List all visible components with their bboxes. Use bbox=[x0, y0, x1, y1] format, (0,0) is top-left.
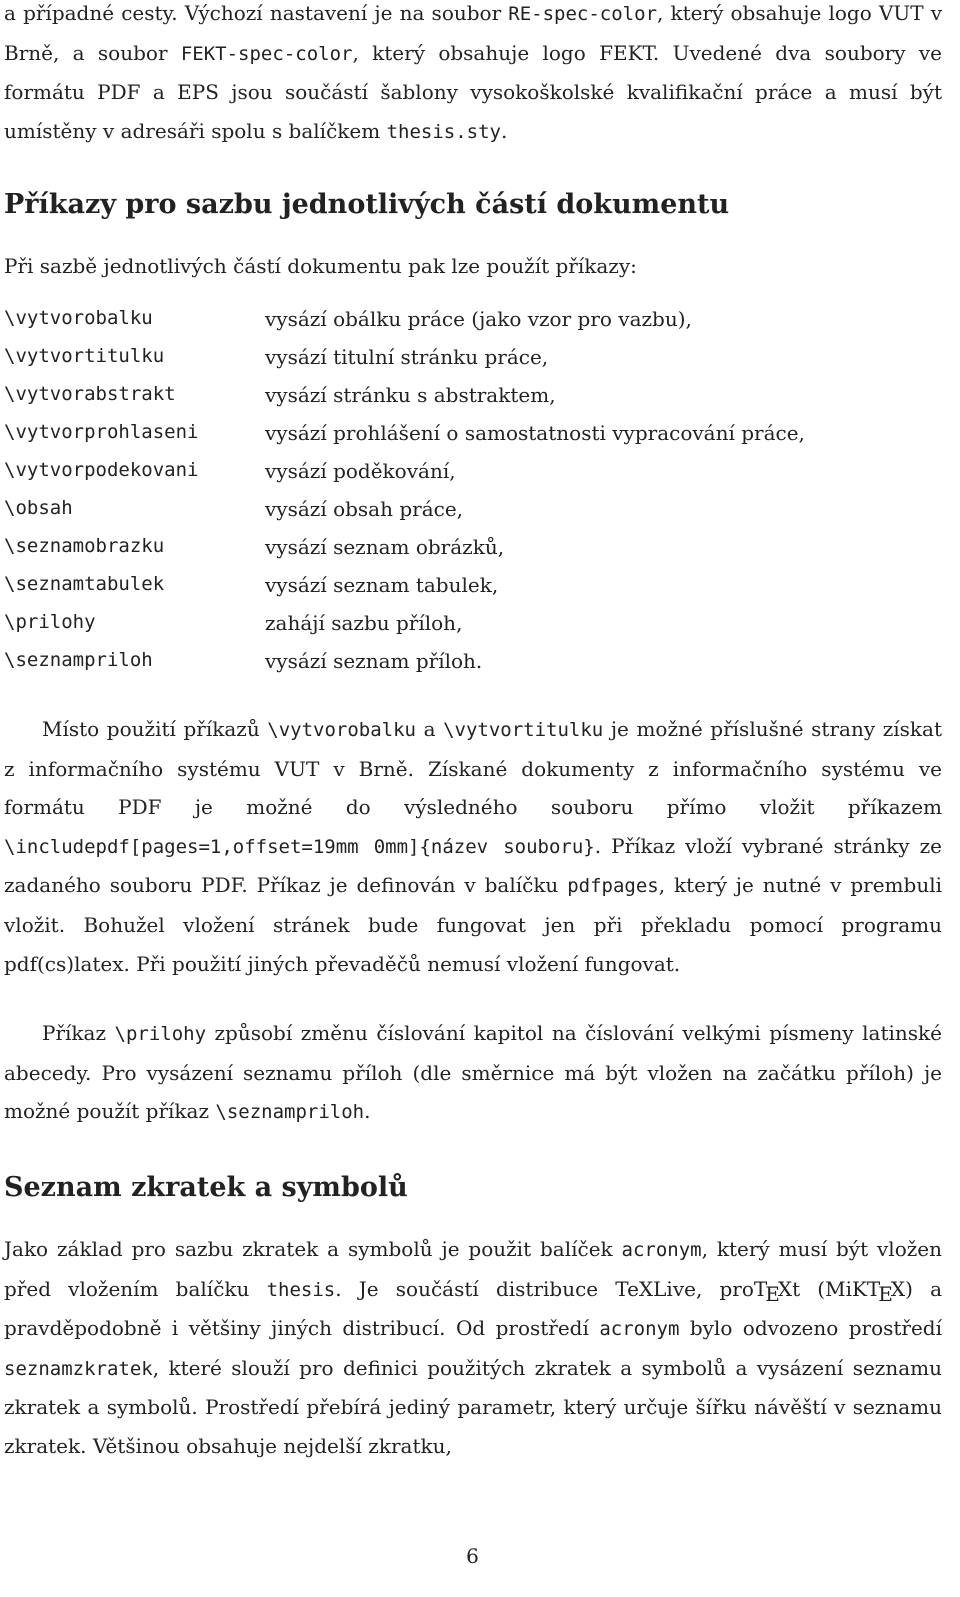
command-row bbox=[4, 383, 944, 421]
command-row bbox=[4, 649, 944, 687]
paragraph-prilohy bbox=[4, 1014, 942, 1132]
command-name: \vytvorabstrakt bbox=[4, 383, 176, 405]
text-run: , který obsahuje logo FEKT. Uvedené dva soubory ve formátu PDF a EPS jsou součástí šablony vysokoškolské kvalifikační práce a musí být umístěny v adresáři spolu s balíčkem bbox=[4, 40, 943, 143]
section-heading-commands: Příkazy pro sazbu jednotlivých částí dokumentu bbox=[4, 189, 730, 220]
command-description: vysází seznam příloh. bbox=[265, 649, 483, 673]
code-pdfpages: pdfpages bbox=[567, 875, 659, 898]
text-run: . Je součástí distribuce TeXLive, proT bbox=[335, 1276, 768, 1301]
code-thesis-sty: thesis.sty bbox=[386, 120, 501, 143]
command-name: \seznamobrazku bbox=[4, 535, 165, 557]
command-description: vysází poděkování, bbox=[265, 459, 456, 483]
command-name: \vytvorpodekovani bbox=[4, 459, 199, 481]
command-description: vysází seznam obrázků, bbox=[265, 535, 505, 559]
code-prilohy: \prilohy bbox=[114, 1023, 207, 1045]
command-name: \seznampriloh bbox=[4, 649, 153, 671]
page-number: 6 bbox=[466, 1544, 479, 1568]
text-run: a bbox=[416, 717, 444, 741]
code-seznamzkratek: seznamzkratek bbox=[4, 1357, 153, 1380]
command-description: vysází prohlášení o samostatnosti vypracování práce, bbox=[265, 421, 805, 445]
command-description: vysází stránku s abstraktem, bbox=[265, 383, 556, 407]
text-run: X) a pravděpodobně i většiny jiných distribucí. Od prostředí bbox=[4, 1276, 942, 1341]
tex-logo-e: E bbox=[878, 1281, 893, 1306]
text-run: Příkaz bbox=[42, 1021, 115, 1045]
text-run: , který je nutné v prembuli vložit. Bohužel vložení stránek bude fungovat jen při překladu pomocí programu pdf(cs)latex. Při použití jiných převaděčů nemusí vložení fungovat. bbox=[4, 873, 942, 976]
command-name: \vytvortitulku bbox=[4, 345, 165, 367]
command-description: vysází seznam tabulek, bbox=[265, 573, 499, 597]
section-heading-abbreviations: Seznam zkratek a symbolů bbox=[4, 1172, 408, 1203]
code-fekt-spec-color: FEKT-spec-color bbox=[180, 42, 353, 65]
command-row bbox=[4, 611, 944, 649]
command-name: \obsah bbox=[4, 497, 73, 519]
command-name: \vytvorobalku bbox=[4, 307, 153, 329]
command-description: zahájí sazbu příloh, bbox=[265, 611, 463, 635]
command-description: vysází obálku práce (jako vzor pro vazbu), bbox=[265, 307, 692, 331]
text-run: a případné cesty. Výchozí nastavení je na soubor bbox=[4, 1, 509, 25]
tex-logo-e: E bbox=[765, 1281, 780, 1306]
command-row bbox=[4, 573, 944, 611]
command-row bbox=[4, 307, 944, 345]
code-seznampriloh: \seznampriloh bbox=[215, 1101, 365, 1124]
code-vytvortitulku: \vytvortitulku bbox=[443, 719, 604, 741]
code-acronym: acronym bbox=[599, 1318, 680, 1341]
commands-intro: Při sazbě jednotlivých částí dokumentu pak lze použít příkazy: bbox=[4, 254, 637, 278]
paragraph-includepdf bbox=[4, 710, 942, 983]
command-row bbox=[4, 497, 944, 535]
command-row bbox=[4, 345, 944, 383]
text-run: Xt (MiKT bbox=[777, 1276, 881, 1301]
code-re-spec-color: RE-spec-color bbox=[508, 3, 658, 25]
text-run: je možné příslušné strany získat z informačního systému VUT v Brně. Získané dokumenty z informačního systému ve formátu PDF je možné do výsledného souboru přímo vložit příkazem bbox=[4, 717, 942, 820]
code-includepdf: \includepdf[pages=1,offset=19mm 0mm]{název souboru} bbox=[4, 835, 595, 858]
text-run: , který musí být vložen před vložením balíčku bbox=[4, 1237, 942, 1301]
code-thesis: thesis bbox=[266, 1278, 336, 1301]
text-run: bylo odvozeno prostředí bbox=[679, 1316, 943, 1341]
text-run: Místo použití příkazů bbox=[42, 717, 268, 741]
text-run: , který obsahuje logo VUT v Brně, a soubor bbox=[4, 1, 942, 65]
command-name: \prilohy bbox=[4, 611, 96, 633]
paragraph-logo-files bbox=[4, 0, 942, 151]
code-acronym: acronym bbox=[621, 1239, 702, 1261]
command-row bbox=[4, 535, 944, 573]
text-run: , které slouží pro definici použitých zkratek a symbolů a vysázení seznamu zkratek a symbolů. Prostředí přebírá jediný parametr, který určuje šířku návěští v seznamu zkratek. Většinou obsahuje nejdelší zkratku, bbox=[4, 1355, 942, 1458]
command-name: \vytvorprohlaseni bbox=[4, 421, 199, 443]
command-description: vysází titulní stránku práce, bbox=[265, 345, 549, 369]
command-description: vysází obsah práce, bbox=[265, 497, 464, 521]
text-run: Jako základ pro sazbu zkratek a symbolů je použit balíček bbox=[4, 1237, 622, 1261]
command-row bbox=[4, 459, 944, 497]
command-row bbox=[4, 421, 944, 459]
text-run: . Příkaz vloží vybrané stránky ze zadaného souboru PDF. Příkaz je definován v balíčku bbox=[4, 833, 942, 898]
code-vytvorobalku: \vytvorobalku bbox=[267, 719, 416, 741]
paragraph-acronym bbox=[4, 1230, 942, 1466]
command-name: \seznamtabulek bbox=[4, 573, 165, 595]
text-run: . bbox=[500, 118, 508, 143]
text-run: způsobí změnu číslování kapitol na číslování velkými písmeny latinské abecedy. Pro vysázení seznamu příloh (dle směrnice má být vložen na začátku příloh) je možné použít příkaz bbox=[4, 1021, 942, 1124]
text-run: . bbox=[364, 1099, 371, 1124]
